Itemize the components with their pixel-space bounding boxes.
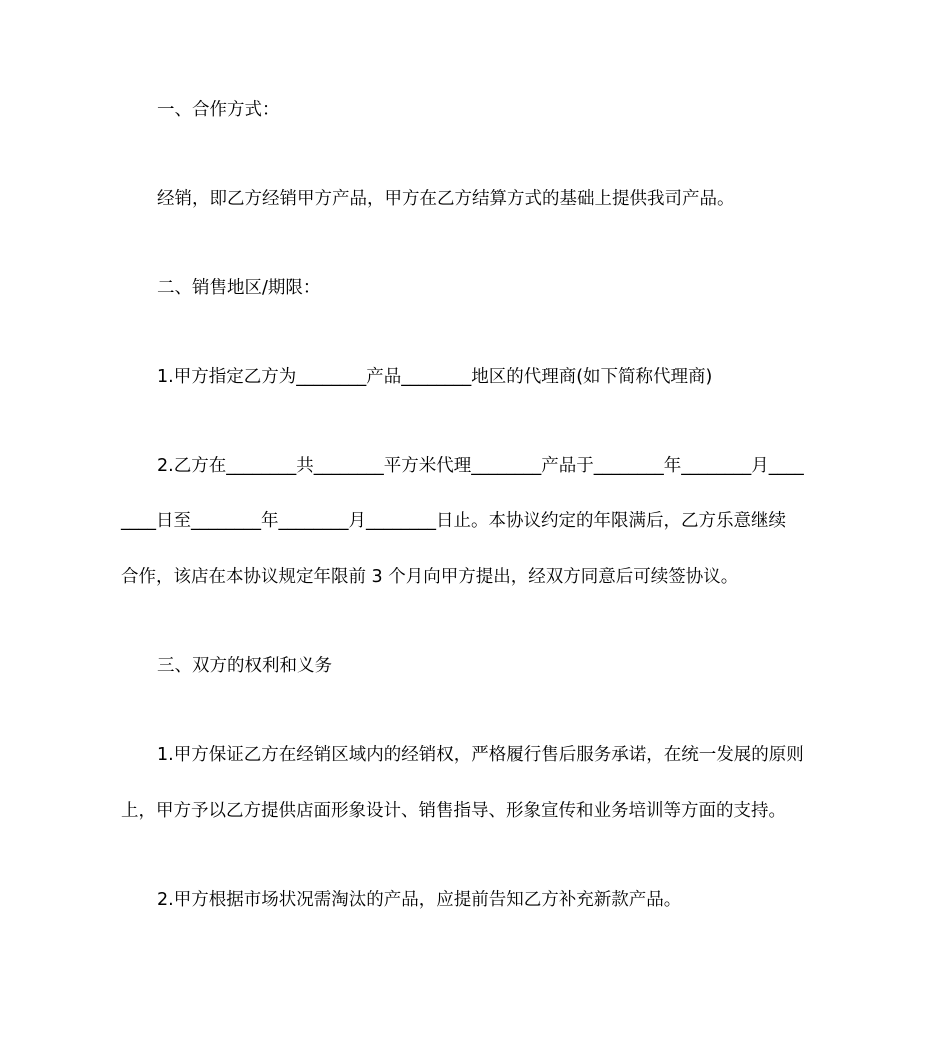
section-heading-rights-obligations: 三、双方的权利和义务	[157, 656, 332, 676]
paragraph-term-line-3: 合作，该店在本协议规定年限前 3 个月向甲方提出，经双方同意后可续签协议。	[121, 567, 739, 587]
paragraph-rights-line-1: 1.甲方保证乙方在经销区域内的经销权，严格履行售后服务承诺，在统一发展的原则	[157, 745, 804, 765]
paragraph-agent-designation: 1.甲方指定乙方为________产品________地区的代理商(如下简称代理商)	[157, 367, 713, 387]
section-heading-cooperation: 一、合作方式：	[157, 100, 280, 120]
paragraph-term-line-2: ____日至________年________月________日止。本协议约定的年限满后，乙方乐意继续	[121, 511, 786, 531]
paragraph-term-line-1: 2.乙方在________共________平方米代理________产品于________年________月____	[157, 456, 804, 476]
paragraph-rights-line-2: 上，甲方予以乙方提供店面形象设计、销售指导、形象宣传和业务培训等方面的支持。	[121, 801, 786, 821]
paragraph-distribution: 经销，即乙方经销甲方产品，甲方在乙方结算方式的基础上提供我司产品。	[157, 189, 735, 209]
section-heading-region-term: 二、销售地区/期限：	[157, 278, 321, 298]
paragraph-product-phaseout: 2.甲方根据市场状况需淘汰的产品，应提前告知乙方补充新款产品。	[157, 890, 682, 910]
